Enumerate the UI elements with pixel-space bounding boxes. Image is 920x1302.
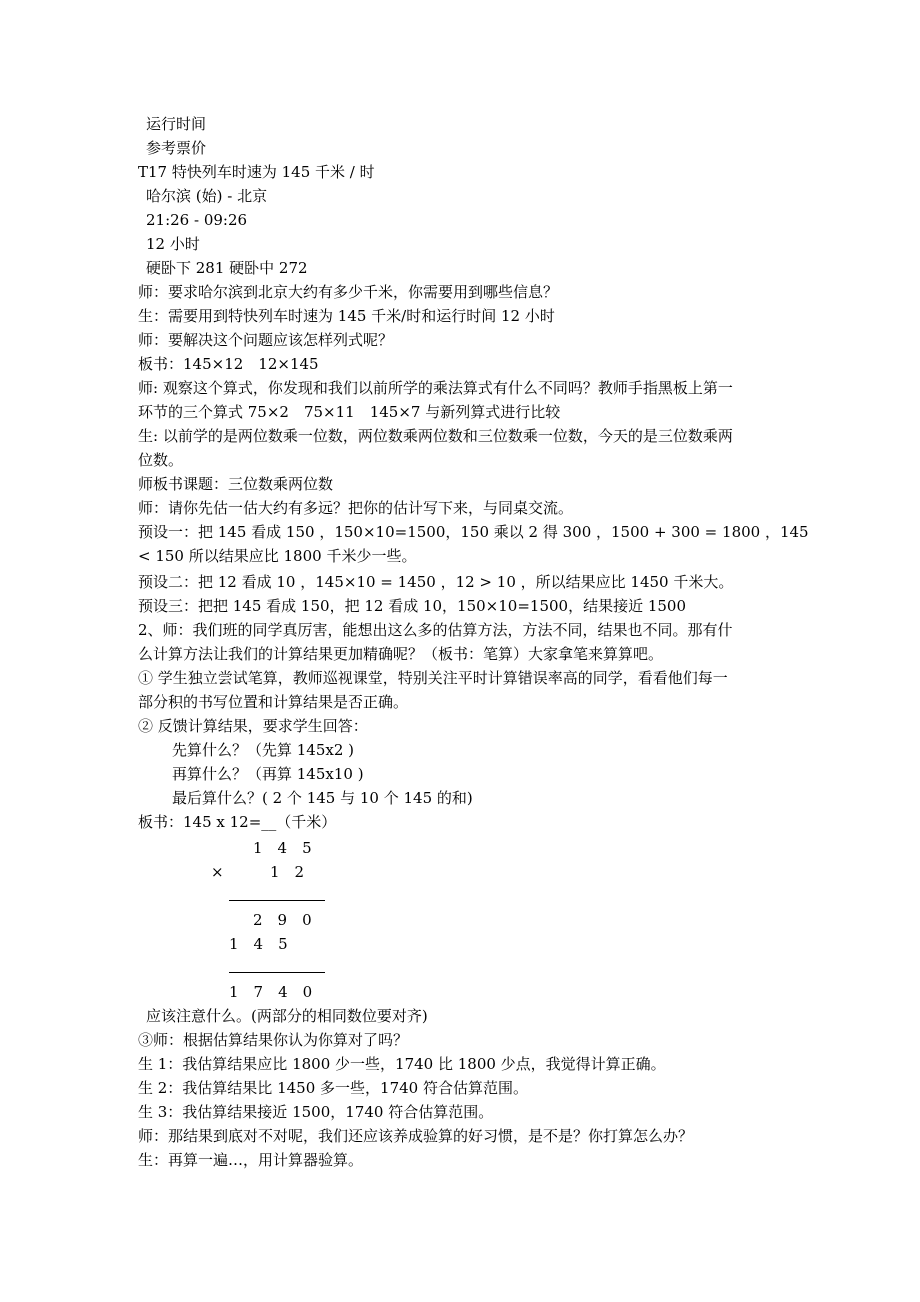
text-line: ② 反馈计算结果，要求学生回答：	[138, 717, 368, 735]
table-col1: 运行时间	[146, 115, 207, 133]
time-range: 21:26 - 09:26	[146, 211, 248, 229]
calc-multiplicand: 1 4 5	[253, 839, 312, 857]
text-line: 师: 观察这个算式，你发现和我们以前所学的乘法算式有什么不同吗？教师手指黑板上第一	[138, 379, 733, 397]
text-line: 部分积的书写位置和计算结果是否正确。	[138, 693, 409, 711]
text-line: 师：那结果到底对不对呢，我们还应该养成验算的好习惯，是不是？你打算怎么办？	[138, 1127, 694, 1145]
text-line: 位数。	[138, 451, 184, 469]
text-line: < 150 所以结果应比 1800 千米少一些。	[138, 547, 417, 565]
calc-rule	[229, 972, 325, 973]
text-line: 生: 以前学的是两位数乘一位数，两位数乘两位数和三位数乘一位数，今天的是三位数乘两	[138, 427, 733, 445]
train-info: T17 特快列车时速为 145 千米 / 时	[138, 163, 375, 181]
text-line: 预设一：把 145 看成 150 ，150×10=1500，150 乘以 2 得 300 ，1500 + 300 = 1800 ，145	[138, 523, 809, 541]
calc-rule	[229, 900, 325, 901]
calc-partial-1: 2 9 0	[253, 911, 312, 929]
text-line: 生 1：我估算结果应比 1800 少一些，1740 比 1800 少点，我觉得计算正确。	[138, 1055, 666, 1073]
text-line: 板书：145×12 12×145	[138, 355, 319, 373]
text-line: 生：再算一遍…，用计算器验算。	[138, 1151, 364, 1169]
duration: 12 小时	[146, 235, 200, 253]
text-line: 生 3：我估算结果接近 1500，1740 符合估算范围。	[138, 1103, 494, 1121]
text-line: 最后算什么？( 2 个 145 与 10 个 145 的和)	[172, 789, 473, 807]
text-line: 么计算方法让我们的计算结果更加精确呢？（板书：笔算）大家拿笔来算算吧。	[138, 645, 664, 663]
calc-partial-2: 1 4 5	[229, 935, 288, 953]
route: 哈尔滨 (始) - 北京	[146, 187, 268, 205]
text-line: 应该注意什么。(两部分的相同数位要对齐)	[146, 1007, 428, 1025]
calc-times-sign: ×	[211, 863, 224, 881]
text-line: 师板书课题：三位数乘两位数	[138, 475, 334, 493]
text-line: 生 2：我估算结果比 1450 多一些，1740 符合估算范围。	[138, 1079, 528, 1097]
text-line: 2、师：我们班的同学真厉害，能想出这么多的估算方法，方法不同，结果也不同。那有什	[138, 621, 733, 639]
table-col2: 参考票价	[146, 139, 207, 157]
text-line: 生：需要用到特快列车时速为 145 千米/时和运行时间 12 小时	[138, 307, 555, 325]
calc-product: 1 7 4 0	[229, 983, 313, 1001]
price: 硬卧下 281 硬卧中 272	[146, 259, 308, 277]
text-line: ③师：根据估算结果你认为你算对了吗？	[138, 1031, 409, 1049]
text-line: 师：要解决这个问题应该怎样列式呢？	[138, 331, 394, 349]
text-line: ① 学生独立尝试笔算，教师巡视课堂，特别关注平时计算错误率高的同学，看看他们每一	[138, 669, 728, 687]
text-line: 再算什么？（再算 145x10 )	[172, 765, 364, 783]
text-line: 预设三：把把 145 看成 150，把 12 看成 10，150×10=1500，结果接近 1500	[138, 597, 687, 615]
text-line: 环节的三个算式 75×2 75×11 145×7 与新列算式进行比较	[138, 403, 561, 421]
text-line: 预设二：把 12 看成 10 ，145×10 = 1450 ，12 > 10 ，所以结果应比 1450 千米大。	[138, 573, 734, 591]
text-line: 先算什么？（先算 145x2 )	[172, 741, 355, 759]
text-line: 板书：145 x 12=__（千米）	[138, 813, 337, 831]
text-line: 师：要求哈尔滨到北京大约有多少千米，你需要用到哪些信息？	[138, 283, 559, 301]
calc-multiplier: 1 2	[270, 863, 305, 881]
text-line: 师：请你先估一估大约有多远？把你的估计写下来，与同桌交流。	[138, 499, 574, 517]
